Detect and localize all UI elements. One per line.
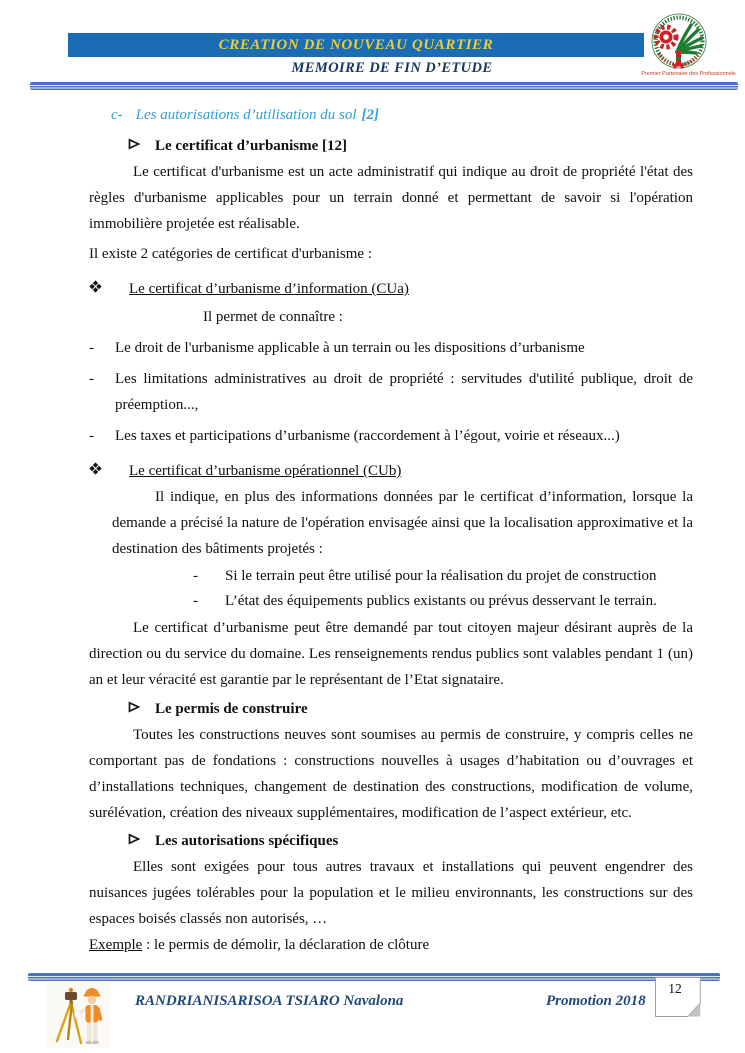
heading-cua-text: Le certificat d’urbanisme d’information (CUa): [129, 281, 409, 297]
arrow-bullet-icon: [128, 696, 141, 722]
footer-divider: [28, 973, 720, 981]
dash-bullet: -: [89, 371, 94, 387]
paragraph-deux-categories: Il existe 2 catégories de certificat d'urbanisme :: [89, 246, 373, 262]
list-item-text: Les taxes et participations d’urbanisme (raccordement à l’égout, voirie et réseaux...): [115, 428, 620, 444]
paragraph-permis: Toutes les constructions neuves sont soumises au permis de construire, y compris celles ne comportant pas de fondations : constructions nouvelles à usages d’habitation ou d’ouvrages et d’installations techniques, changement de destination des constructions, modification de volume, surélévation, création des niveaux supplémentaires, modification de l’aspect extérieur, etc.: [89, 727, 693, 821]
diamond-bullet-icon: [89, 276, 129, 302]
footer-promotion: Promotion 2018: [546, 993, 646, 1009]
paragraph-autorisations: Elles sont exigées pour tous autres travaux et installations qui peuvent engendrer des nuisances jugées tolérables pour la population et le milieu environnants, les constructions sur des espaces boisés classés non autorisés, …: [89, 859, 693, 927]
dash-bullet: -: [193, 568, 198, 584]
cua-list-item: [89, 366, 693, 418]
dash-bullet: -: [193, 593, 198, 609]
heading-text: Le permis de construire: [155, 701, 308, 717]
heading-permis-construire: [128, 696, 693, 722]
arrow-bullet-icon: [128, 133, 141, 159]
header-banner: [68, 33, 644, 57]
example-label: Exemple: [89, 937, 143, 953]
page-number: 12: [668, 981, 682, 996]
list-item-text: Les limitations administratives au droit de propriété : servitudes d'utilité publique, droit de préemption...,: [115, 371, 693, 413]
section-heading-title: Les autorisations d’utilisation du sol: [135, 107, 357, 123]
document-subtitle: MEMOIRE DE FIN D’ETUDE: [291, 60, 493, 76]
cub-intro: Il indique, en plus des informations données par le certificat d’information, lorsque la demande a précisé la nature de l'opération envisagée ainsi que la localisation approximative et la destination des bâtiments projetés :: [112, 489, 693, 557]
banner-title: CREATION DE NOUVEAU QUARTIER: [218, 36, 494, 53]
arrow-bullet-icon: [128, 828, 141, 854]
dash-bullet: -: [89, 428, 94, 444]
heading-cub: [89, 458, 693, 484]
heading-certificat-urbanisme: [128, 133, 693, 159]
header-divider: [30, 82, 738, 90]
paragraph-certificat-def: Le certificat d'urbanisme est un acte administratif qui indique au droit de propriété l'état des règles d'urbanisme applicables pour un terrain donné et permettant de savoir si l'opération immobilière projetée est réalisable.: [89, 164, 693, 232]
footer-author: RANDRIANISARISOA TSIARO Navalona: [135, 993, 404, 1009]
page-number-box: [655, 977, 701, 1017]
dash-bullet: -: [89, 340, 94, 356]
diamond-bullet-icon: [89, 458, 129, 484]
list-item-text: L’état des équipements publics existants ou prévus desservant le terrain.: [225, 593, 657, 609]
heading-autorisations-specifiques: [128, 828, 693, 854]
section-heading-prefix: c-: [111, 107, 123, 123]
list-item-text: Si le terrain peut être utilisé pour la réalisation du projet de construction: [225, 568, 657, 584]
cub-list-item: [193, 564, 693, 589]
section-heading-c: [111, 102, 693, 128]
school-logo-icon: [646, 13, 712, 71]
document-body: [89, 102, 693, 958]
heading-text: Le certificat d’urbanisme [12]: [155, 138, 348, 154]
section-heading-ref: [2]: [361, 107, 380, 123]
example-line: [89, 932, 693, 958]
heading-text: Les autorisations spécifiques: [155, 833, 339, 849]
surveyor-clipart-icon: [47, 982, 111, 1048]
cub-list-item: [193, 589, 693, 614]
cua-intro: Il permet de connaître :: [203, 309, 343, 325]
heading-cub-text: Le certificat d’urbanisme opérationnel (CUb): [129, 463, 402, 479]
cua-list-item: [89, 335, 693, 361]
example-text: : le permis de démolir, la déclaration de clôture: [142, 937, 430, 953]
logo-tagline: Premier Partenaire des Professionnels: [641, 71, 736, 77]
list-item-text: Le droit de l'urbanisme applicable à un terrain ou les dispositions d’urbanisme: [115, 340, 585, 356]
paragraph-validite: Le certificat d’urbanisme peut être demandé par tout citoyen majeur désirant auprès de la direction ou du service du domaine. Les renseignements rendus publics sont valables pendant 1 (un) an et leur véracité est garantie par le représentant de l’Etat signataire.: [89, 620, 693, 688]
heading-cua: [89, 276, 693, 302]
cua-list-item: [89, 423, 693, 449]
